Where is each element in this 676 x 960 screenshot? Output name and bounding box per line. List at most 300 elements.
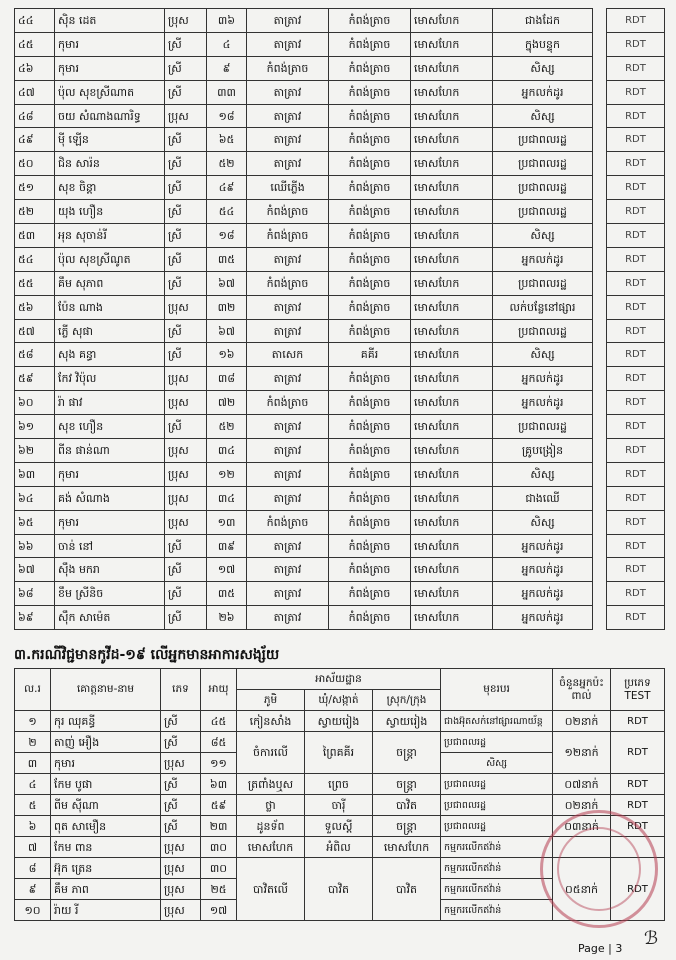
cell-age: ៣០ — [201, 858, 237, 879]
cell-district: មោសហែក — [411, 439, 493, 463]
table-row — [15, 837, 665, 858]
cell-commune: កំពង់ត្រាច — [329, 152, 411, 176]
table-row — [15, 9, 665, 33]
cell-sex: ស្រី — [165, 343, 207, 367]
cell-name: ភ្លើ សុផា — [55, 319, 165, 343]
cell-sex: ស្រី — [165, 582, 207, 606]
cell-village: តាត្រាវ — [247, 439, 329, 463]
cell-district: មោសហែក — [411, 247, 493, 271]
table-row — [15, 439, 665, 463]
cell-test: RDT — [607, 104, 665, 128]
suspected-cases-table — [14, 668, 665, 921]
cell-occupation: កម្មករលើកឥវ៉ាន់ — [441, 900, 553, 921]
cell-name: គង់ សំណាង — [55, 486, 165, 510]
cell-no: ៥ — [15, 795, 51, 816]
cell-village: តាត្រាវ — [247, 128, 329, 152]
cell-name: កែវ វិប៉ុល — [55, 367, 165, 391]
cell-age: ១១ — [201, 753, 237, 774]
cell-village: តាត្រាវ — [247, 486, 329, 510]
cell-sex: ស្រី — [165, 224, 207, 248]
cell-village: កំពង់ត្រាច — [247, 224, 329, 248]
spacer-cell — [593, 319, 607, 343]
cell-sex: ប្រុស — [165, 439, 207, 463]
table-row — [15, 486, 665, 510]
cell-sex: ប្រុស — [165, 486, 207, 510]
cell-sex: ស្រី — [161, 711, 201, 732]
cell-no: ៤៦ — [15, 56, 55, 80]
cell-contacts: ០២នាក់ — [553, 795, 611, 816]
cell-test: RDT — [607, 295, 665, 319]
spacer-cell — [593, 9, 607, 33]
cell-no: ៧ — [15, 837, 51, 858]
cell-name: រ៉ាយ រី — [51, 900, 161, 921]
cell-occupation: អ្នកលក់ដូរ — [493, 606, 593, 630]
cell-commune: កំពង់ត្រាច — [329, 56, 411, 80]
spacer-cell — [593, 367, 607, 391]
cell-sex: ស្រី — [165, 80, 207, 104]
cell-test: RDT — [611, 732, 665, 774]
cell-village: តាត្រាវ — [247, 32, 329, 56]
cell-district: មោសហែក — [411, 104, 493, 128]
table-row — [15, 224, 665, 248]
cell-district: មោសហែក — [411, 582, 493, 606]
cell-district: មោសហែក — [411, 534, 493, 558]
cell-contacts: ០២នាក់ — [553, 711, 611, 732]
header-sex: ភេទ — [161, 669, 201, 711]
cell-occupation: លក់បន្លែនៅផ្សារ — [493, 295, 593, 319]
cell-village: តាត្រាវ — [247, 462, 329, 486]
cell-test: RDT — [607, 319, 665, 343]
cell-no: ៥៧ — [15, 319, 55, 343]
cell-no: ៦៨ — [15, 582, 55, 606]
cell-occupation: ក្នុងបន្ទុក — [493, 32, 593, 56]
cell-village: បាវិតលើ — [237, 858, 305, 921]
cell-occupation: ប្រជាពលរដ្ឋ — [493, 128, 593, 152]
cell-test: RDT — [607, 486, 665, 510]
table-header — [15, 669, 665, 711]
cell-occupation: ប្រជាពលរដ្ឋ — [441, 774, 553, 795]
page-number: 3 — [615, 942, 623, 955]
cell-contacts — [553, 837, 611, 858]
cell-sex: ស្រី — [165, 319, 207, 343]
cell-sex: ប្រុស — [165, 391, 207, 415]
cell-occupation: អ្នកលក់ដូរ — [493, 534, 593, 558]
table-row — [15, 415, 665, 439]
cell-test: RDT — [607, 152, 665, 176]
cell-no: ១ — [15, 711, 51, 732]
cell-test: RDT — [607, 9, 665, 33]
table-row — [15, 606, 665, 630]
spacer-cell — [593, 582, 607, 606]
cell-commune: អំពិល — [305, 837, 373, 858]
cell-test: RDT — [607, 462, 665, 486]
cell-district: បាវិត — [373, 858, 441, 921]
table-row — [15, 343, 665, 367]
cell-name: ស៊ឹង មករា — [55, 558, 165, 582]
cell-commune: កំពង់ត្រាច — [329, 486, 411, 510]
cell-no: ៤ — [15, 774, 51, 795]
spacer-cell — [593, 486, 607, 510]
cell-no: ៦០ — [15, 391, 55, 415]
cell-test: RDT — [607, 200, 665, 224]
spacer-cell — [593, 104, 607, 128]
cell-commune: កំពង់ត្រាច — [329, 104, 411, 128]
cell-village: មោសហែក — [237, 837, 305, 858]
cell-village: តាត្រាវ — [247, 319, 329, 343]
cell-test: RDT — [607, 415, 665, 439]
cell-commune: កំពង់ត្រាច — [329, 319, 411, 343]
spacer-cell — [593, 558, 607, 582]
cell-occupation: ប្រជាពលរដ្ឋ — [493, 200, 593, 224]
spacer-cell — [593, 343, 607, 367]
table-row — [15, 104, 665, 128]
spacer-cell — [593, 439, 607, 463]
spacer-cell — [593, 56, 607, 80]
cell-no: ៦៦ — [15, 534, 55, 558]
cell-age: ៤ — [207, 32, 247, 56]
cell-district: មោសហែក — [411, 319, 493, 343]
suspected-cases-body — [15, 711, 665, 921]
cell-name: សុង គន្ធា — [55, 343, 165, 367]
cell-commune: កំពង់ត្រាច — [329, 224, 411, 248]
cell-village: តាត្រាវ — [247, 415, 329, 439]
table-row — [15, 247, 665, 271]
table-row — [15, 732, 665, 753]
cell-age: ៤៩ — [207, 176, 247, 200]
cell-commune: កំពង់ត្រាច — [329, 32, 411, 56]
cell-village: តាត្រាវ — [247, 9, 329, 33]
cell-occupation: សិស្ស — [493, 104, 593, 128]
cell-sex: ស្រី — [165, 200, 207, 224]
cell-age: ៣២ — [207, 295, 247, 319]
cell-age: ២៦ — [207, 606, 247, 630]
case-list-body — [15, 9, 665, 630]
cell-test — [611, 837, 665, 858]
cell-occupation: ជាងឈើ — [493, 486, 593, 510]
cell-occupation: កម្មករលើកឥវ៉ាន់ — [441, 837, 553, 858]
cell-name: សុខ ហឿន — [55, 415, 165, 439]
table-row — [15, 56, 665, 80]
cell-test: RDT — [607, 558, 665, 582]
cell-commune: កំពង់ត្រាច — [329, 367, 411, 391]
cell-age: ៣៨ — [207, 367, 247, 391]
cell-district: ចន្ត្រា — [373, 816, 441, 837]
cell-village: តាត្រាវ — [247, 367, 329, 391]
cell-district: មោសហែក — [411, 152, 493, 176]
cell-sex: ស្រី — [165, 271, 207, 295]
cell-commune: ព្រេច — [305, 774, 373, 795]
spacer-cell — [593, 295, 607, 319]
page-label: Page — [578, 942, 605, 955]
table-row — [15, 462, 665, 486]
spacer-cell — [593, 247, 607, 271]
cell-age: ៤៥ — [201, 711, 237, 732]
cell-name: កែម ពាន — [51, 837, 161, 858]
cell-test: RDT — [607, 391, 665, 415]
cell-commune: កំពង់ត្រាច — [329, 462, 411, 486]
spacer-cell — [593, 271, 607, 295]
spacer-cell — [593, 391, 607, 415]
cell-name: ប៉ុល សុខស្រីណាត — [55, 80, 165, 104]
cell-age: ៣០ — [201, 837, 237, 858]
cell-sex: ស្រី — [165, 558, 207, 582]
cell-no: ៥០ — [15, 152, 55, 176]
cell-district: មោសហែក — [411, 415, 493, 439]
table-row — [15, 367, 665, 391]
cell-age: ១៧ — [207, 558, 247, 582]
cell-age: ៣៥ — [207, 582, 247, 606]
cell-test: RDT — [607, 128, 665, 152]
cell-village: តាត្រាវ — [247, 558, 329, 582]
cell-test: RDT — [607, 176, 665, 200]
cell-name: កុមារ — [55, 56, 165, 80]
cell-age: ៣៥ — [207, 247, 247, 271]
section-heading: ៣.ករណីវិជ្ជមានកូវីដ-១៩ លើអ្នកមានអាការសង្ស័យ — [14, 647, 280, 663]
cell-commune: កំពង់ត្រាច — [329, 128, 411, 152]
cell-commune: កំពង់ត្រាច — [329, 582, 411, 606]
cell-sex: ប្រុស — [161, 879, 201, 900]
cell-test: RDT — [611, 858, 665, 921]
cell-commune: កំពង់ត្រាច — [329, 606, 411, 630]
table-row — [15, 319, 665, 343]
cell-sex: ស្រី — [165, 56, 207, 80]
cell-test: RDT — [607, 367, 665, 391]
cell-name: សុខ ចិន្ដា — [55, 176, 165, 200]
page-footer — [578, 942, 622, 955]
cell-name: កុមារ — [55, 462, 165, 486]
spacer-cell — [593, 606, 607, 630]
cell-district: មោសហែក — [411, 367, 493, 391]
cell-occupation: អ្នកលក់ដូរ — [493, 80, 593, 104]
cell-test: RDT — [607, 606, 665, 630]
cell-no: ៥៩ — [15, 367, 55, 391]
cell-commune: កំពង់ត្រាច — [329, 200, 411, 224]
cell-name: កុមារ — [55, 32, 165, 56]
cell-village: តាត្រាវ — [247, 582, 329, 606]
cell-district: មោសហែក — [411, 295, 493, 319]
cell-commune: កំពង់ត្រាច — [329, 415, 411, 439]
cell-age: ៣៦ — [207, 9, 247, 33]
cell-test: RDT — [607, 271, 665, 295]
cell-sex: ស្រី — [165, 415, 207, 439]
cell-district: មោសហែក — [411, 558, 493, 582]
cell-name: យុង ហឿន — [55, 200, 165, 224]
cell-sex: ស្រី — [161, 732, 201, 753]
cell-sex: ប្រុស — [165, 367, 207, 391]
cell-sex: ប្រុស — [165, 9, 207, 33]
cell-village: តាសេក — [247, 343, 329, 367]
cell-no: ៦៧ — [15, 558, 55, 582]
cell-age: ៣៤ — [207, 439, 247, 463]
cell-name: ពីន ផាន់ណា — [55, 439, 165, 463]
cell-occupation: សិស្ស — [493, 224, 593, 248]
cell-age: ៧២ — [207, 391, 247, 415]
header-address: អាស័យដ្ឋាន — [237, 669, 441, 690]
header-contacts: ចំនួនអ្នកប៉ះពាល់ — [553, 669, 611, 711]
cell-name: កែម បូផា — [51, 774, 161, 795]
header-commune: ឃុំ/សង្កាត់ — [305, 690, 373, 711]
spacer-cell — [593, 534, 607, 558]
cell-name: ចាន់ នៅ — [55, 534, 165, 558]
cell-test: RDT — [607, 510, 665, 534]
cell-no: ៤៩ — [15, 128, 55, 152]
cell-commune: ចារ៉ី — [305, 795, 373, 816]
cell-sex: ប្រុស — [165, 295, 207, 319]
header-test: ប្រភេទ TEST — [611, 669, 665, 711]
spacer-cell — [593, 80, 607, 104]
cell-sex: ស្រី — [165, 534, 207, 558]
cell-age: ១២ — [207, 462, 247, 486]
cell-district: មោសហែក — [411, 343, 493, 367]
cell-name: ជិន សារ៉ន — [55, 152, 165, 176]
cell-age: ១៨ — [207, 104, 247, 128]
cell-name: ខឹម ស្រីនិច — [55, 582, 165, 606]
cell-district: មោសហែក — [411, 128, 493, 152]
cell-village: តាត្រាវ — [247, 247, 329, 271]
cell-no: ២ — [15, 732, 51, 753]
table-row — [15, 152, 665, 176]
cell-name: ម៉ី ឡើន — [55, 128, 165, 152]
signature-mark: ℬ — [644, 928, 659, 949]
cell-name: ពុត សាមឿន — [51, 816, 161, 837]
cell-district: មោសហែក — [411, 9, 493, 33]
cell-occupation: អ្នកលក់ដូរ — [493, 367, 593, 391]
cell-age: ៣៤ — [207, 486, 247, 510]
cell-occupation: ប្រជាពលរដ្ឋ — [493, 319, 593, 343]
spacer-cell — [593, 415, 607, 439]
cell-district: មោសហែក — [411, 32, 493, 56]
cell-village: កំពង់ត្រាច — [247, 200, 329, 224]
cell-occupation: ប្រជាពលរដ្ឋ — [441, 795, 553, 816]
cell-commune: កំពង់ត្រាច — [329, 80, 411, 104]
header-village: ភូមិ — [237, 690, 305, 711]
cell-sex: ស្រី — [165, 128, 207, 152]
cell-age: ៥៤ — [207, 200, 247, 224]
cell-district: មោសហែក — [411, 462, 493, 486]
cell-test: RDT — [607, 247, 665, 271]
cell-age: ១៣ — [207, 510, 247, 534]
cell-sex: ប្រុស — [161, 858, 201, 879]
cell-occupation: កម្មករលើកឥវ៉ាន់ — [441, 879, 553, 900]
cell-no: ៦៩ — [15, 606, 55, 630]
cell-test: RDT — [611, 711, 665, 732]
cell-commune: បាវិត — [305, 858, 373, 921]
cell-name: កុរ ឈុគន្ធី — [51, 711, 161, 732]
cell-sex: ប្រុស — [161, 900, 201, 921]
cell-test: RDT — [607, 32, 665, 56]
header-district: ស្រុក/ក្រុង — [373, 690, 441, 711]
cell-age: ២៥ — [201, 879, 237, 900]
cell-name: គឹម សុភាព — [55, 271, 165, 295]
cell-age: ៦៣ — [201, 774, 237, 795]
cell-no: ៤៥ — [15, 32, 55, 56]
cell-no: ៤៧ — [15, 80, 55, 104]
cell-sex: ស្រី — [165, 32, 207, 56]
cell-district: មោសហែក — [373, 837, 441, 858]
cell-age: ១៨ — [207, 224, 247, 248]
cell-occupation: គ្រូបង្រៀន — [493, 439, 593, 463]
cell-village: ត្រពាំងឬស — [237, 774, 305, 795]
cell-district: មោសហែក — [411, 510, 493, 534]
spacer-cell — [593, 224, 607, 248]
cell-district: មោសហែក — [411, 486, 493, 510]
cell-name: ប៉ែន ណាង — [55, 295, 165, 319]
cell-no: ៦៥ — [15, 510, 55, 534]
cell-name: គឹម ភាព — [51, 879, 161, 900]
cell-commune: កំពង់ត្រាច — [329, 271, 411, 295]
cell-district: មោសហែក — [411, 80, 493, 104]
cell-village: តាត្រាវ — [247, 606, 329, 630]
cell-occupation: សិស្ស — [441, 753, 553, 774]
cell-district: ស្វាយរៀង — [373, 711, 441, 732]
cell-commune: កំពង់ត្រាច — [329, 176, 411, 200]
cell-commune: កំពង់ត្រាច — [329, 510, 411, 534]
cell-age: ៣៣ — [207, 80, 247, 104]
cell-name: ចយ សំណាងណារិទ្ធ — [55, 104, 165, 128]
table-row — [15, 774, 665, 795]
cell-no: ៥៥ — [15, 271, 55, 295]
cell-name: កុមារ — [51, 753, 161, 774]
table-row — [15, 200, 665, 224]
spacer-cell — [593, 176, 607, 200]
cell-no: ១០ — [15, 900, 51, 921]
table-row — [15, 295, 665, 319]
cell-age: ៨៥ — [201, 732, 237, 753]
cell-occupation: ប្រជាពលរដ្ឋ — [441, 732, 553, 753]
cell-occupation: អ្នកលក់ដូរ — [493, 247, 593, 271]
table-row — [15, 816, 665, 837]
cell-age: ៥៩ — [201, 795, 237, 816]
cell-district: ចន្ត្រា — [373, 774, 441, 795]
case-list-table-continued — [14, 8, 665, 630]
cell-occupation: អ្នកលក់ដូរ — [493, 391, 593, 415]
cell-sex: ប្រុស — [165, 462, 207, 486]
cell-name: អ៊ុក ត្រេន — [51, 858, 161, 879]
cell-occupation: ប្រជាពលរដ្ឋ — [493, 271, 593, 295]
cell-occupation: ប្រជាពលរដ្ឋ — [441, 816, 553, 837]
cell-village: ដូនទ័ព — [237, 816, 305, 837]
cell-occupation: សិស្ស — [493, 462, 593, 486]
cell-district: បាវិត — [373, 795, 441, 816]
cell-no: ៣ — [15, 753, 51, 774]
cell-sex: ប្រុស — [161, 753, 201, 774]
page-separator: | — [608, 942, 616, 955]
cell-commune: កំពង់ត្រាច — [329, 295, 411, 319]
table-row — [15, 795, 665, 816]
cell-occupation: សិស្ស — [493, 510, 593, 534]
cell-village: កៀនសាំង — [237, 711, 305, 732]
table-row — [15, 128, 665, 152]
cell-contacts: ០៧នាក់ — [553, 774, 611, 795]
spacer-cell — [593, 32, 607, 56]
table-row — [15, 80, 665, 104]
spacer-cell — [593, 510, 607, 534]
cell-name: កុមារ — [55, 510, 165, 534]
cell-commune: កំពង់ត្រាច — [329, 391, 411, 415]
cell-name: រ៉ា ផាវ — [55, 391, 165, 415]
cell-village: កំពង់ត្រាច — [247, 271, 329, 295]
cell-district: មោសហែក — [411, 56, 493, 80]
cell-no: ៦១ — [15, 415, 55, 439]
cell-no: ៥៦ — [15, 295, 55, 319]
cell-district: មោសហែក — [411, 224, 493, 248]
cell-no: ៥១ — [15, 176, 55, 200]
table-row — [15, 582, 665, 606]
cell-district: មោសហែក — [411, 200, 493, 224]
cell-commune: កំពង់ត្រាច — [329, 439, 411, 463]
cell-age: ៦៥ — [207, 128, 247, 152]
cell-no: ៤៨ — [15, 104, 55, 128]
